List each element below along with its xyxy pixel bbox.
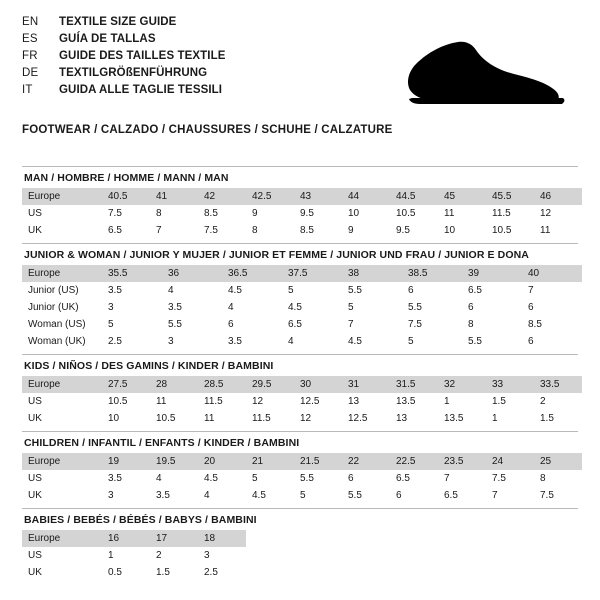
language-code: EN xyxy=(22,16,39,28)
cell: 4 xyxy=(228,302,234,313)
cell: 39 xyxy=(462,265,522,282)
table-row xyxy=(22,333,582,350)
row-label: US xyxy=(28,473,42,484)
empty-cell xyxy=(486,530,534,547)
cell: 19 xyxy=(102,453,150,470)
cell: 3.5 xyxy=(108,473,122,484)
cell: 23.5 xyxy=(438,453,486,470)
section-kids xyxy=(22,354,578,427)
cell: 17 xyxy=(150,530,198,547)
language-code: IT xyxy=(22,84,33,96)
cell: 27.5 xyxy=(102,376,150,393)
table-row xyxy=(22,188,582,205)
cell: 42 xyxy=(198,188,246,205)
cell: 8 xyxy=(252,225,258,236)
cell: 29.5 xyxy=(246,376,294,393)
row-label: Woman (US) xyxy=(28,319,86,330)
row-label: UK xyxy=(28,490,42,501)
cell: 7.5 xyxy=(540,490,554,501)
cell: 7.5 xyxy=(204,225,218,236)
empty-cell xyxy=(246,547,294,564)
empty-cell xyxy=(390,564,438,581)
language-code: ES xyxy=(22,33,38,45)
cell: 13 xyxy=(396,413,408,424)
cell: 31.5 xyxy=(390,376,438,393)
cell: 21.5 xyxy=(294,453,342,470)
cell: 22.5 xyxy=(390,453,438,470)
cell: 38 xyxy=(342,265,402,282)
cell: 1.5 xyxy=(492,396,506,407)
cell: 8 xyxy=(468,319,474,330)
table-row xyxy=(22,265,582,282)
empty-cell xyxy=(534,547,582,564)
table-row xyxy=(22,547,582,564)
cell: 6 xyxy=(228,319,234,330)
cell: 11.5 xyxy=(204,396,223,407)
section-title: MAN / HOMBRE / HOMME / MANN / MAN xyxy=(22,166,578,188)
table-row xyxy=(22,487,582,504)
cell: 5.5 xyxy=(468,336,482,347)
cell: 12 xyxy=(300,413,312,424)
row-label: Junior (US) xyxy=(28,285,79,296)
cell: 12 xyxy=(252,396,264,407)
section-title: JUNIOR & WOMAN / JUNIOR Y MUJER / JUNIOR ET FEMME / JUNIOR UND FRAU / JUNIOR E DONA xyxy=(22,243,578,265)
cell: 2 xyxy=(156,550,162,561)
cell: 4.5 xyxy=(288,302,302,313)
cell: 45.5 xyxy=(486,188,534,205)
cell: 5 xyxy=(300,490,306,501)
language-title: TEXTILGRÖßENFÜHRUNG xyxy=(59,67,208,79)
cell: 9.5 xyxy=(300,208,314,219)
language-title: GUIDE DES TAILLES TEXTILE xyxy=(59,50,226,62)
cell: 5 xyxy=(348,302,354,313)
cell: 12 xyxy=(540,208,552,219)
document-header xyxy=(22,14,578,110)
category-line: FOOTWEAR / CALZADO / CHAUSSURES / SCHUHE / CALZATURE xyxy=(22,124,393,136)
cell: 11.5 xyxy=(252,413,271,424)
cell: 7 xyxy=(348,319,354,330)
cell: 36.5 xyxy=(222,265,282,282)
cell: 7.5 xyxy=(408,319,422,330)
cell: 3 xyxy=(204,550,210,561)
cell: 35.5 xyxy=(102,265,162,282)
cell: 5.5 xyxy=(348,285,362,296)
cell: 32 xyxy=(438,376,486,393)
row-label: Europe xyxy=(22,265,102,282)
section-children xyxy=(22,431,578,504)
section-title: CHILDREN / INFANTIL / ENFANTS / KINDER / BAMBINI xyxy=(22,431,578,453)
cell: 3 xyxy=(168,336,174,347)
cell: 6.5 xyxy=(468,285,482,296)
cell: 3.5 xyxy=(228,336,242,347)
row-label: US xyxy=(28,208,42,219)
cell: 22 xyxy=(342,453,390,470)
cell: 2.5 xyxy=(204,567,218,578)
cell: 33 xyxy=(486,376,534,393)
cell: 4 xyxy=(204,490,210,501)
size-table-man xyxy=(22,188,582,239)
cell: 40 xyxy=(522,265,582,282)
cell: 5.5 xyxy=(348,490,362,501)
cell: 44 xyxy=(342,188,390,205)
row-label: Junior (UK) xyxy=(28,302,79,313)
table-row xyxy=(22,299,582,316)
cell: 9 xyxy=(348,225,354,236)
cell: 1.5 xyxy=(156,567,170,578)
cell: 4 xyxy=(156,473,162,484)
cell: 11 xyxy=(540,225,551,236)
cell: 8.5 xyxy=(300,225,314,236)
empty-cell xyxy=(246,564,294,581)
empty-cell xyxy=(534,530,582,547)
cell: 7 xyxy=(156,225,162,236)
empty-cell xyxy=(486,547,534,564)
cell: 13.5 xyxy=(396,396,416,407)
cell: 6.5 xyxy=(288,319,302,330)
cell: 1 xyxy=(108,550,114,561)
cell: 3.5 xyxy=(168,302,182,313)
size-table-babies xyxy=(22,530,582,581)
section-babies xyxy=(22,508,578,581)
cell: 5 xyxy=(108,319,114,330)
empty-cell xyxy=(342,547,390,564)
row-label: UK xyxy=(28,567,42,578)
section-title: KIDS / NIÑOS / DES GAMINS / KINDER / BAMBINI xyxy=(22,354,578,376)
cell: 7 xyxy=(528,285,534,296)
cell: 4.5 xyxy=(204,473,218,484)
cell: 31 xyxy=(342,376,390,393)
cell: 36 xyxy=(162,265,222,282)
cell: 5 xyxy=(252,473,258,484)
cell: 10 xyxy=(108,413,120,424)
cell: 4 xyxy=(168,285,174,296)
cell: 13.5 xyxy=(444,413,464,424)
size-tables xyxy=(22,166,578,581)
cell: 40.5 xyxy=(102,188,150,205)
cell: 33.5 xyxy=(534,376,582,393)
cell: 44.5 xyxy=(390,188,438,205)
empty-cell xyxy=(390,530,438,547)
cell: 7 xyxy=(492,490,498,501)
cell: 10 xyxy=(348,208,360,219)
empty-cell xyxy=(438,530,486,547)
row-label: UK xyxy=(28,413,42,424)
cell: 13 xyxy=(348,396,360,407)
empty-cell xyxy=(438,547,486,564)
table-row xyxy=(22,393,582,410)
cell: 4.5 xyxy=(228,285,242,296)
empty-cell xyxy=(534,564,582,581)
cell: 5.5 xyxy=(300,473,314,484)
cell: 1 xyxy=(444,396,450,407)
row-label: Europe xyxy=(22,453,102,470)
empty-cell xyxy=(246,530,294,547)
cell: 9 xyxy=(252,208,258,219)
table-row xyxy=(22,530,582,547)
cell: 2.5 xyxy=(108,336,122,347)
cell: 6.5 xyxy=(108,225,122,236)
cell: 2 xyxy=(540,396,546,407)
cell: 6 xyxy=(528,336,534,347)
section-man xyxy=(22,166,578,239)
cell: 1 xyxy=(492,413,498,424)
table-row xyxy=(22,282,582,299)
cell: 3 xyxy=(108,302,114,313)
table-row xyxy=(22,410,582,427)
cell: 43 xyxy=(294,188,342,205)
table-row xyxy=(22,205,582,222)
language-title: TEXTILE SIZE GUIDE xyxy=(59,16,177,28)
section-title: BABIES / BEBÉS / BÉBÉS / BABYS / BAMBINI xyxy=(22,508,578,530)
row-label: Woman (UK) xyxy=(28,336,86,347)
empty-cell xyxy=(294,547,342,564)
cell: 11 xyxy=(444,208,455,219)
language-row xyxy=(22,14,578,31)
cell: 5 xyxy=(408,336,414,347)
cell: 11 xyxy=(204,413,215,424)
cell: 10 xyxy=(444,225,456,236)
cell: 28.5 xyxy=(198,376,246,393)
cell: 6 xyxy=(396,490,402,501)
cell: 37.5 xyxy=(282,265,342,282)
row-label: Europe xyxy=(22,188,102,205)
empty-cell xyxy=(294,530,342,547)
language-code: FR xyxy=(22,50,38,62)
empty-cell xyxy=(342,530,390,547)
section-junior-woman xyxy=(22,243,578,350)
cell: 6.5 xyxy=(396,473,410,484)
empty-cell xyxy=(486,564,534,581)
table-row xyxy=(22,316,582,333)
row-label: US xyxy=(28,396,42,407)
cell: 10.5 xyxy=(396,208,416,219)
table-row xyxy=(22,376,582,393)
size-table-kids xyxy=(22,376,582,427)
cell: 12.5 xyxy=(300,396,320,407)
cell: 4.5 xyxy=(348,336,362,347)
cell: 16 xyxy=(102,530,150,547)
cell: 45 xyxy=(438,188,486,205)
cell: 21 xyxy=(246,453,294,470)
cell: 10.5 xyxy=(108,396,128,407)
empty-cell xyxy=(342,564,390,581)
cell: 12.5 xyxy=(348,413,368,424)
cell: 5 xyxy=(288,285,294,296)
cell: 38.5 xyxy=(402,265,462,282)
empty-cell xyxy=(438,564,486,581)
cell: 6 xyxy=(468,302,474,313)
cell: 1.5 xyxy=(540,413,554,424)
cell: 8.5 xyxy=(204,208,218,219)
cell: 24 xyxy=(486,453,534,470)
cell: 20 xyxy=(198,453,246,470)
table-row xyxy=(22,453,582,470)
cell: 6 xyxy=(528,302,534,313)
row-label: UK xyxy=(28,225,42,236)
language-title: GUIDA ALLE TAGLIE TESSILI xyxy=(59,84,223,96)
cell: 41 xyxy=(150,188,198,205)
cell: 8.5 xyxy=(528,319,542,330)
cell: 30 xyxy=(294,376,342,393)
row-label: US xyxy=(28,550,42,561)
cell: 0.5 xyxy=(108,567,122,578)
cell: 46 xyxy=(534,188,582,205)
cell: 42.5 xyxy=(246,188,294,205)
size-table-children xyxy=(22,453,582,504)
cell: 3.5 xyxy=(156,490,170,501)
language-code: DE xyxy=(22,67,39,79)
cell: 7.5 xyxy=(492,473,506,484)
size-table-junior-woman xyxy=(22,265,582,350)
cell: 10.5 xyxy=(156,413,176,424)
cell: 5.5 xyxy=(408,302,422,313)
table-row xyxy=(22,470,582,487)
table-row xyxy=(22,222,582,239)
table-row xyxy=(22,564,582,581)
cell: 10.5 xyxy=(492,225,512,236)
cell: 5.5 xyxy=(168,319,182,330)
cell: 25 xyxy=(534,453,582,470)
cell: 19.5 xyxy=(150,453,198,470)
cell: 8 xyxy=(156,208,162,219)
cell: 18 xyxy=(198,530,246,547)
cell: 4 xyxy=(288,336,294,347)
cell: 9.5 xyxy=(396,225,410,236)
cell: 11 xyxy=(156,396,167,407)
cell: 8 xyxy=(540,473,546,484)
cell: 28 xyxy=(150,376,198,393)
empty-cell xyxy=(294,564,342,581)
cell: 6.5 xyxy=(444,490,458,501)
cell: 3 xyxy=(108,490,114,501)
cell: 3.5 xyxy=(108,285,122,296)
cell: 7.5 xyxy=(108,208,122,219)
cell: 7 xyxy=(444,473,450,484)
language-title: GUÍA DE TALLAS xyxy=(59,33,156,45)
cell: 6 xyxy=(348,473,354,484)
dress-shoe-icon xyxy=(372,30,572,108)
cell: 4.5 xyxy=(252,490,266,501)
row-label: Europe xyxy=(22,376,102,393)
empty-cell xyxy=(390,547,438,564)
cell: 6 xyxy=(408,285,414,296)
cell: 11.5 xyxy=(492,208,511,219)
row-label: Europe xyxy=(22,530,102,547)
